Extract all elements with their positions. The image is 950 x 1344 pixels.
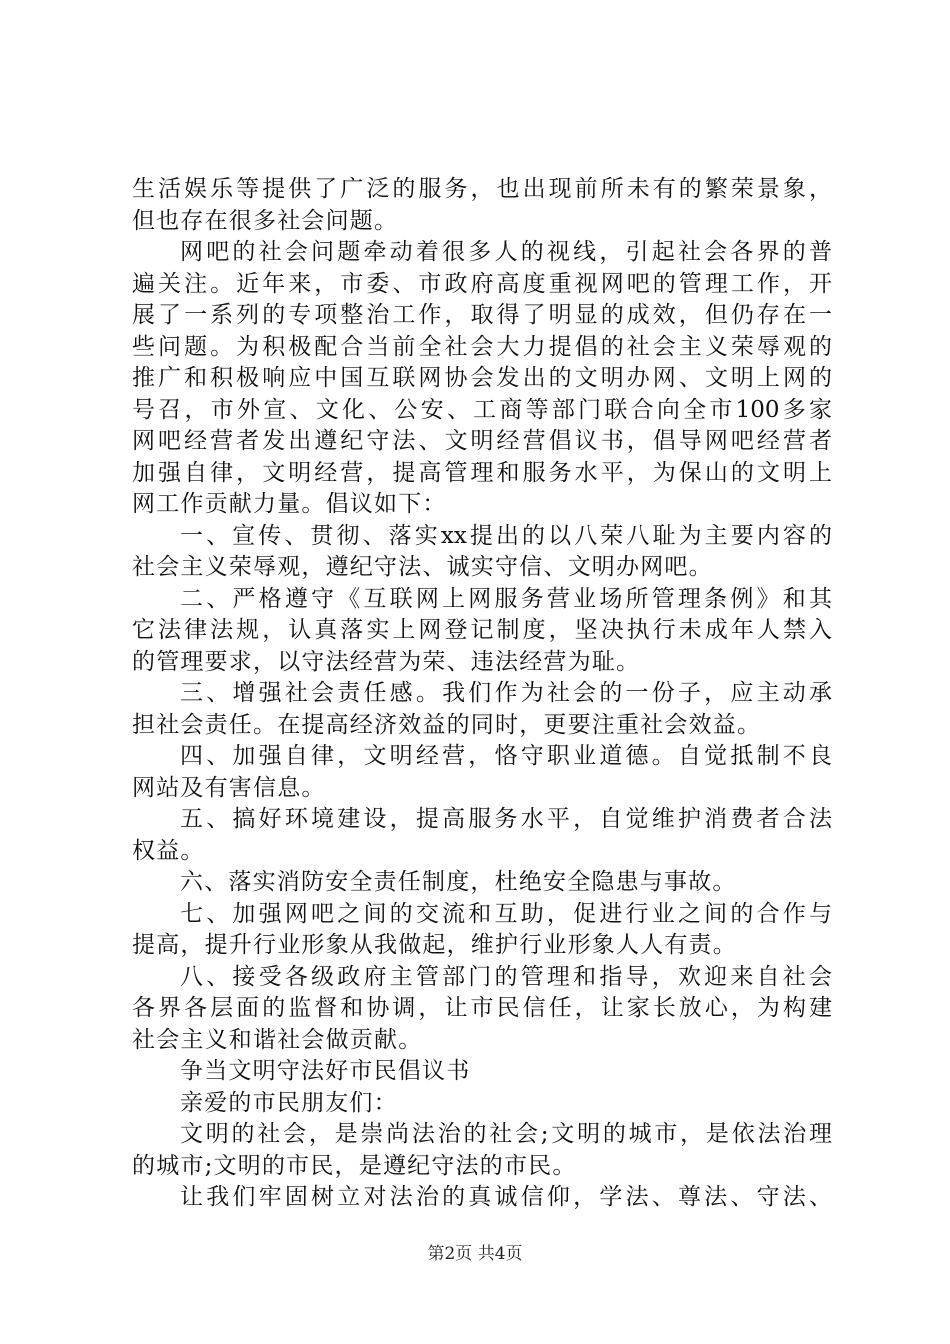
text-line: 推广和积极响应中国互联网协会发出的文明办网、文明上网的 — [132, 365, 832, 391]
text-line: 网吧的社会问题牵动着很多人的视线，引起社会各界的普 — [180, 239, 832, 265]
text-line: 但也存在很多社会问题。 — [132, 207, 399, 234]
text-line: 八、接受各级政府主管部门的管理和指导，欢迎来自社会 — [180, 963, 832, 990]
text-line: 五、搞好环境建设，提高服务水平，自觉维护消费者合法 — [180, 806, 832, 832]
text-line: 七、加强网吧之间的交流和互助，促进行业之间的合作与 — [180, 900, 832, 927]
text-line: 网站及有害信息。 — [132, 774, 326, 801]
text-line: 的城市;文明的市民，是遵纪守法的市民。 — [132, 1152, 577, 1179]
text-line: 四、加强自律，文明经营，恪守职业道德。自觉抵制不良 — [180, 743, 832, 769]
text-line: 提高，提升行业形象从我做起，维护行业形象人人有责。 — [132, 932, 737, 958]
text-line: 它法律法规，认真落实上网登记制度，坚决执行未成年人禁入 — [132, 617, 832, 643]
text-line: 二、严格遵守《互联网上网服务营业场所管理条例》和其 — [180, 585, 832, 612]
text-line: 加强自律，文明经营，提高管理和服务水平，为保山的文明上 — [132, 459, 832, 486]
text-line: 网工作贡献力量。倡议如下： — [132, 491, 447, 517]
text-line: 遍关注。近年来，市委、市政府高度重视网吧的管理工作，开 — [132, 270, 832, 297]
text-line: 三、增强社会责任感。我们作为社会的一份子，应主动承 — [180, 680, 832, 706]
text-line: 网吧经营者发出遵纪守法、文明经营倡议书，倡导网吧经营者 — [132, 428, 832, 454]
text-line: 让我们牢固树立对法治的真诚信仰，学法、尊法、守法、 — [180, 1184, 832, 1210]
text-line: 一、宣传、贯彻、落实xx提出的以八荣八耻为主要内容的 — [180, 522, 832, 549]
text-line: 生活娱乐等提供了广泛的服务，也出现前所未有的繁荣景象， — [132, 176, 832, 202]
text-line: 号召，市外宣、文化、公安、工商等部门联合向全市100多家 — [132, 396, 832, 423]
document-body — [132, 174, 832, 1214]
text-line: 亲爱的市民朋友们： — [180, 1089, 398, 1116]
text-line: 争当文明守法好市民倡议书 — [180, 1058, 471, 1084]
text-line: 社会主义荣辱观，遵纪守法、诚实守信、文明办网吧。 — [132, 554, 713, 580]
text-line: 六、落实消防安全责任制度，杜绝安全隐患与事故。 — [180, 869, 737, 895]
text-line: 的管理要求，以守法经营为荣、违法经营为耻。 — [132, 648, 641, 675]
text-line: 担社会责任。在提高经济效益的同时，更要注重社会效益。 — [132, 711, 762, 738]
text-line: 些问题。为积极配合当前全社会大力提倡的社会主义荣辱观的 — [132, 333, 832, 360]
text-line: 各界各层面的监督和协调，让市民信任，让家长放心，为构建 — [132, 995, 832, 1021]
page-footer: 第2页 共4页 — [427, 1244, 523, 1264]
text-line: 权益。 — [132, 837, 205, 864]
text-line: 展了一系列的专项整治工作，取得了明显的成效，但仍存在一 — [132, 302, 832, 328]
text-line: 文明的社会，是崇尚法治的社会;文明的城市，是依法治理 — [180, 1121, 832, 1147]
text-line: 社会主义和谐社会做贡献。 — [132, 1026, 423, 1053]
